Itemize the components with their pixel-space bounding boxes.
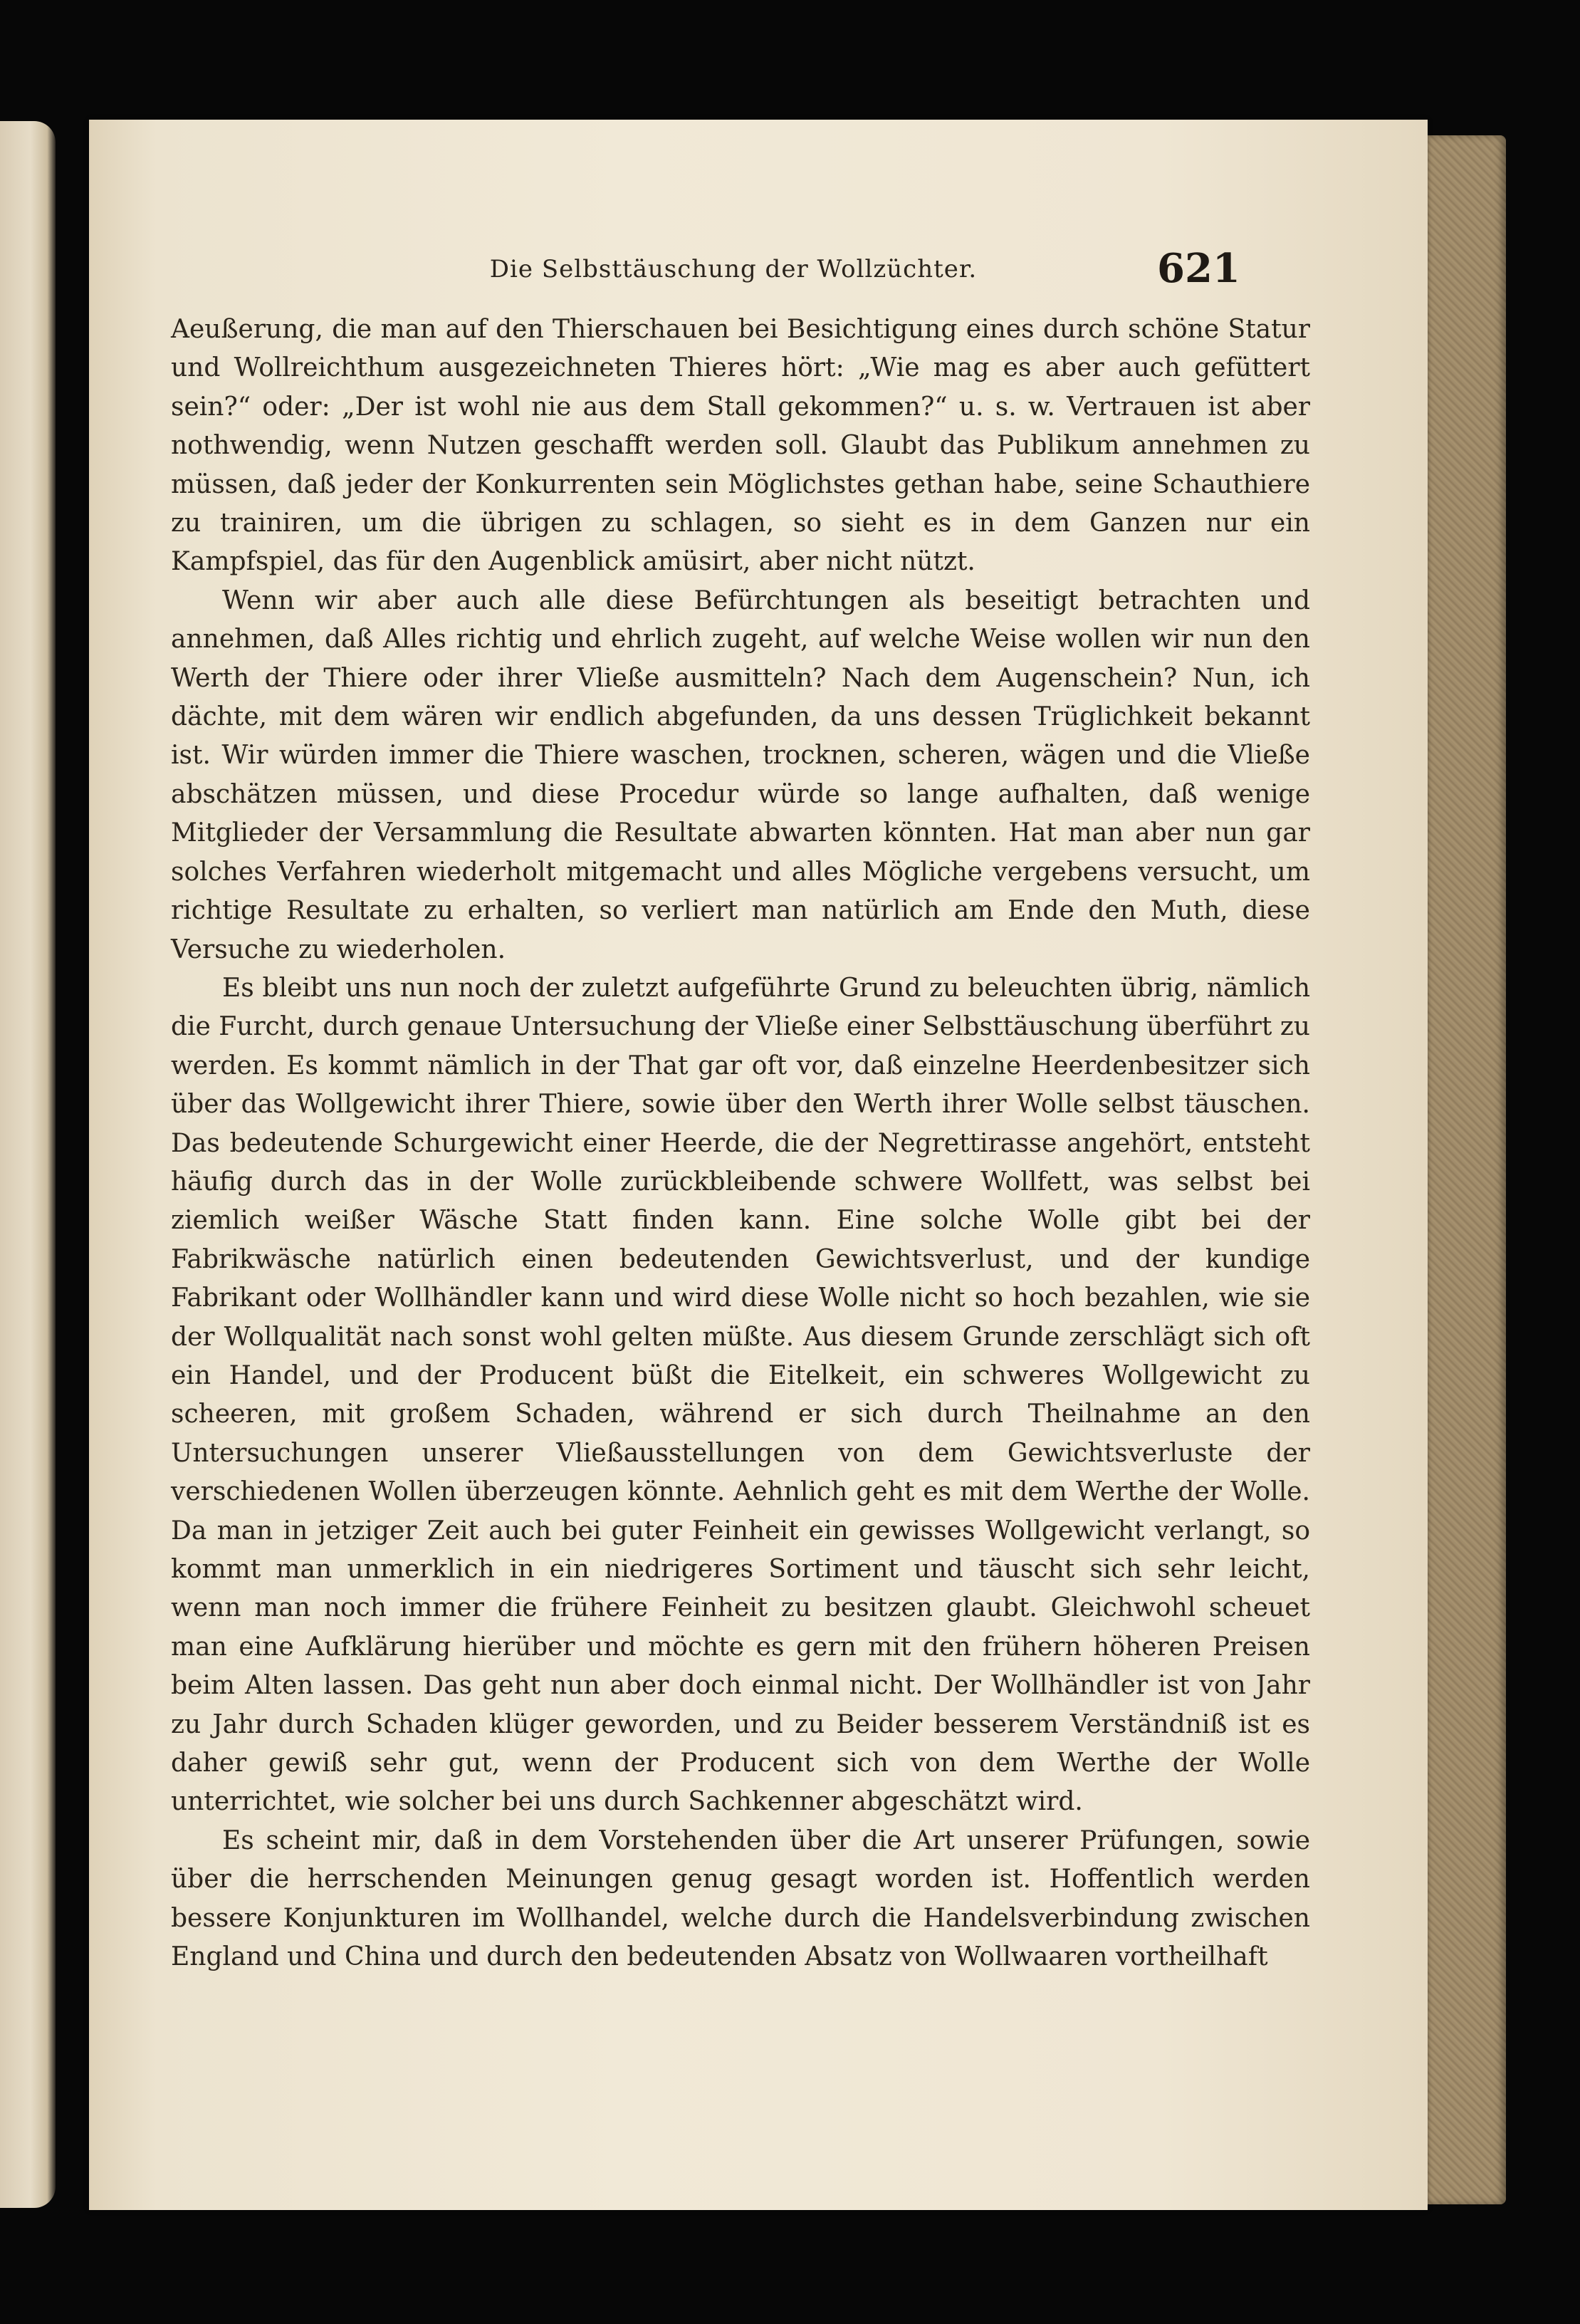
paragraph-2: Wenn wir aber auch alle diese Befürchtungen als beseitigt betrachten und annehmen, daß Alles richtig und ehrlich zugeht, auf welche Weise wollen wir nun den Werth der Thiere oder ihrer Vließe ausmitteln? Nach dem Augenschein? Nun, ich dächte, mit dem wären wir endlich abgefunden, da uns dessen Trüglichkeit bekannt ist. Wir würden immer die Thiere waschen, trocknen, scheren, wägen und die Vließe abschätzen müssen, und diese Procedur würde so lange aufhalten, daß wenige Mitglieder der Versammlung die Resultate abwarten könnten. Hat man aber nun gar solches Verfahren wiederholt mitgemacht und alles Mögliche vergebens versucht, um richtige Resultate zu erhalten, so verliert man natürlich am Ende den Muth, diese Versuche zu wiederholen. [171,585,1310,964]
previous-page-edge [0,121,56,2208]
running-head: Die Selbsttäuschung der Wollzüchter. [489,255,978,283]
paragraph-3: Es bleibt uns nun noch der zuletzt aufgeführte Grund zu beleuchten übrig, nämlich die Furcht, durch genaue Untersuchung der Vließe einer Selbsttäuschung überführt zu werden. Es kommt nämlich in der That gar oft vor, daß einzelne Heerdenbesitzer sich über das Wollgewicht ihrer Thiere, sowie über den Werth ihrer Wolle selbst täuschen. Das bedeutende Schurgewicht einer Heerde, die der Negrettirasse angehört, entsteht häufig durch das in der Wolle zurückbleibende schwere Wollfett, was selbst bei ziemlich weißer Wäsche Statt finden kann. Eine solche Wolle gibt bei der Fabrikwäsche natürlich einen bedeutenden Gewichtsverlust, und der kundige Fabrikant oder Wollhändler kann und wird diese Wolle nicht so hoch bezahlen, wie sie der Wollqualität nach sonst wohl gelten müßte. Aus diesem Grunde zerschlägt sich oft ein Handel, und der Producent büßt die Eitelkeit, ein schweres Wollgewicht zu scheeren, mit großem Schaden, während er sich durch Theilnahme an den Untersuchungen unserer Vließausstellungen von dem Gewichtsverluste der verschiedenen Wollen überzeugen könnte. Aehnlich geht es mit dem Werthe der Wolle. Da man in jetziger Zeit auch bei guter Feinheit ein gewisses Wollgewicht verlangt, so kommt man unmerklich in ein niedrigeres Sortiment und täuscht sich sehr leicht, wenn man noch immer die frühere Feinheit zu besitzen glaubt. Gleichwohl scheuet man eine Aufklärung hierüber und möchte es gern mit den frühern höheren Preisen beim Alten lassen. Das geht nun aber doch einmal nicht. Der Wollhändler ist von Jahr zu Jahr durch Schaden klüger geworden, und zu Beider besserem Verständniß ist es daher gewiß sehr gut, wenn der Producent sich von dem Werthe der Wolle unterrichtet, wie solcher bei uns durch Sachkenner abgeschätzt wird. [171,973,1310,1817]
book-page [89,120,1428,2210]
page-header [89,245,1428,312]
paragraph-1: Aeußerung, die man auf den Thierschauen bei Besichtigung eines durch schöne Statur und Wollreichthum ausgezeichneten Thieres hört: „Wie mag es aber auch gefüttert sein?“ oder: „Der ist wohl nie aus dem Stall gekommen?“ u. s. w. Vertrauen ist aber nothwendig, wenn Nutzen geschafft werden soll. Glaubt das Publikum annehmen zu müssen, daß jeder der Konkurrenten sein Möglichstes gethan habe, seine Schauthiere zu trainiren, um die übrigen zu schlagen, so sieht es in dem Ganzen nur ein Kampfspiel, das für den Augenblick amüsirt, aber nicht nützt. [171,315,1310,577]
page-number: 621 [1157,245,1240,292]
paragraph-4: Es scheint mir, daß in dem Vorstehenden über die Art unserer Prüfungen, sowie über die herrschenden Meinungen genug gesagt worden ist. Hoffentlich werden bessere Konjunkturen im Wollhandel, welche durch die Handelsverbindung zwischen England und China und durch den bedeutenden Absatz von Wollwaaren vortheilhaft [171,1825,1310,1972]
body-text [171,311,1310,1976]
